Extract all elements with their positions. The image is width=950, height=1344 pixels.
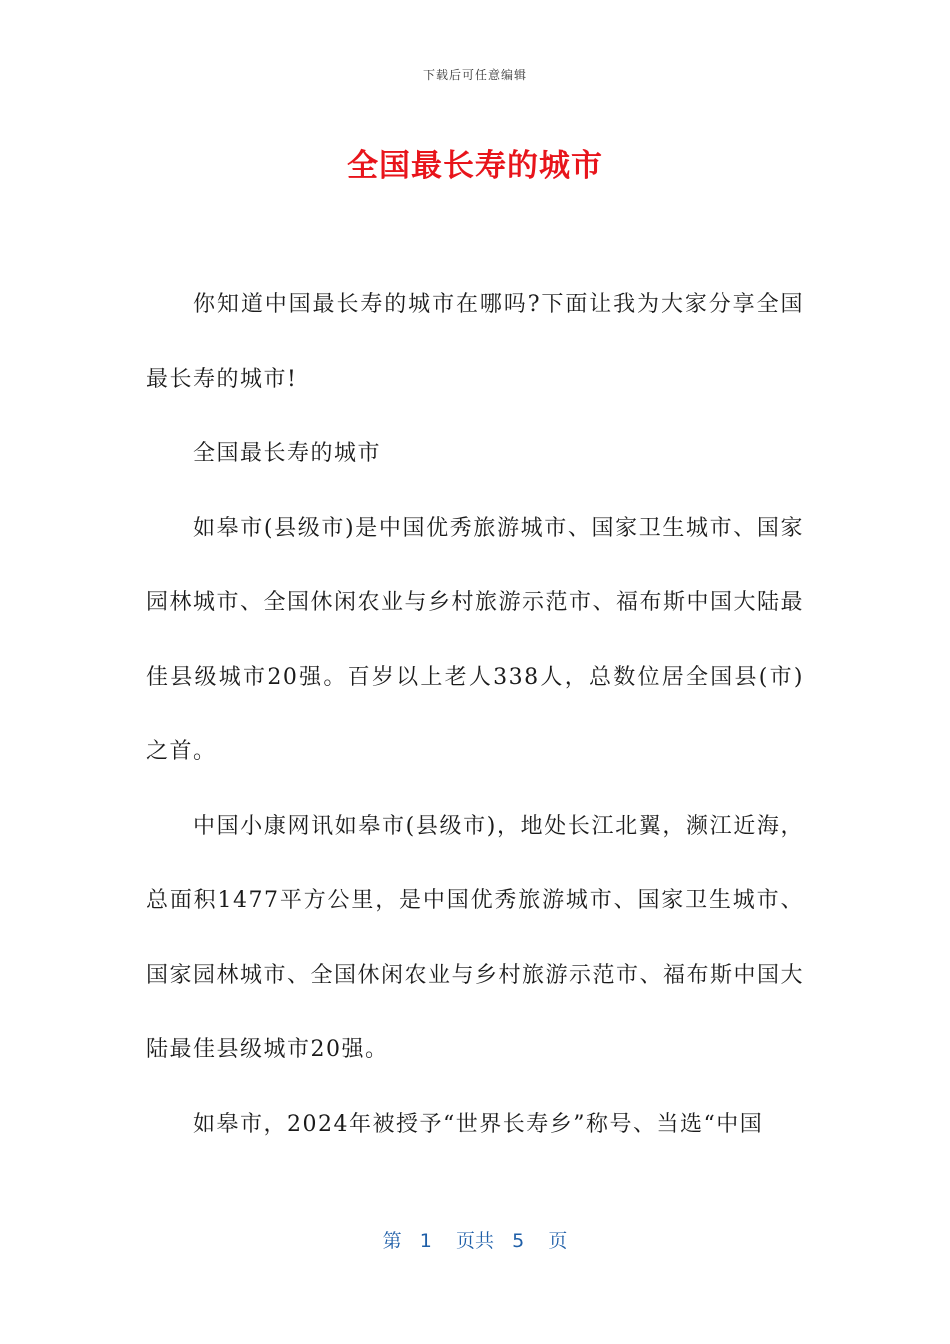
footer-total-pages: 5 <box>512 1230 525 1252</box>
footer-middle: 页共 <box>455 1230 494 1252</box>
footer-current-page: 1 <box>419 1230 432 1252</box>
header-note: 下载后可任意编辑 <box>422 68 527 82</box>
footer-suffix: 页 <box>548 1230 568 1252</box>
paragraph-rugao-overview: 如皋市(县级市)是中国优秀旅游城市、国家卫生城市、国家园林城市、全国休闲农业与乡村旅游示范市、福布斯中国大陆最佳县级城市20强。百岁以上老人338人，总数位居全国县(市)之首。 <box>146 515 805 764</box>
paragraph-rugao-details: 中国小康网讯如皋市(县级市)，地处长江北翼，濒江近海，总面积1477平方公里，是中国优秀旅游城市、国家卫生城市、国家园林城市、全国休闲农业与乡村旅游示范市、福布斯中国大陆最佳县级城市20强。 <box>146 813 805 1062</box>
paragraph-intro: 你知道中国最长寿的城市在哪吗?下面让我为大家分享全国最长寿的城市! <box>146 292 804 392</box>
paragraph-rugao-honors: 如皋市，2024年被授予“世界长寿乡”称号、当选“中国 <box>193 1111 764 1137</box>
footer-prefix: 第 <box>382 1230 402 1252</box>
document-body <box>146 268 804 1162</box>
paragraph-subheading: 全国最长寿的城市 <box>193 441 382 466</box>
document-title: 全国最长寿的城市 <box>347 148 603 184</box>
page-footer <box>0 1226 950 1253</box>
